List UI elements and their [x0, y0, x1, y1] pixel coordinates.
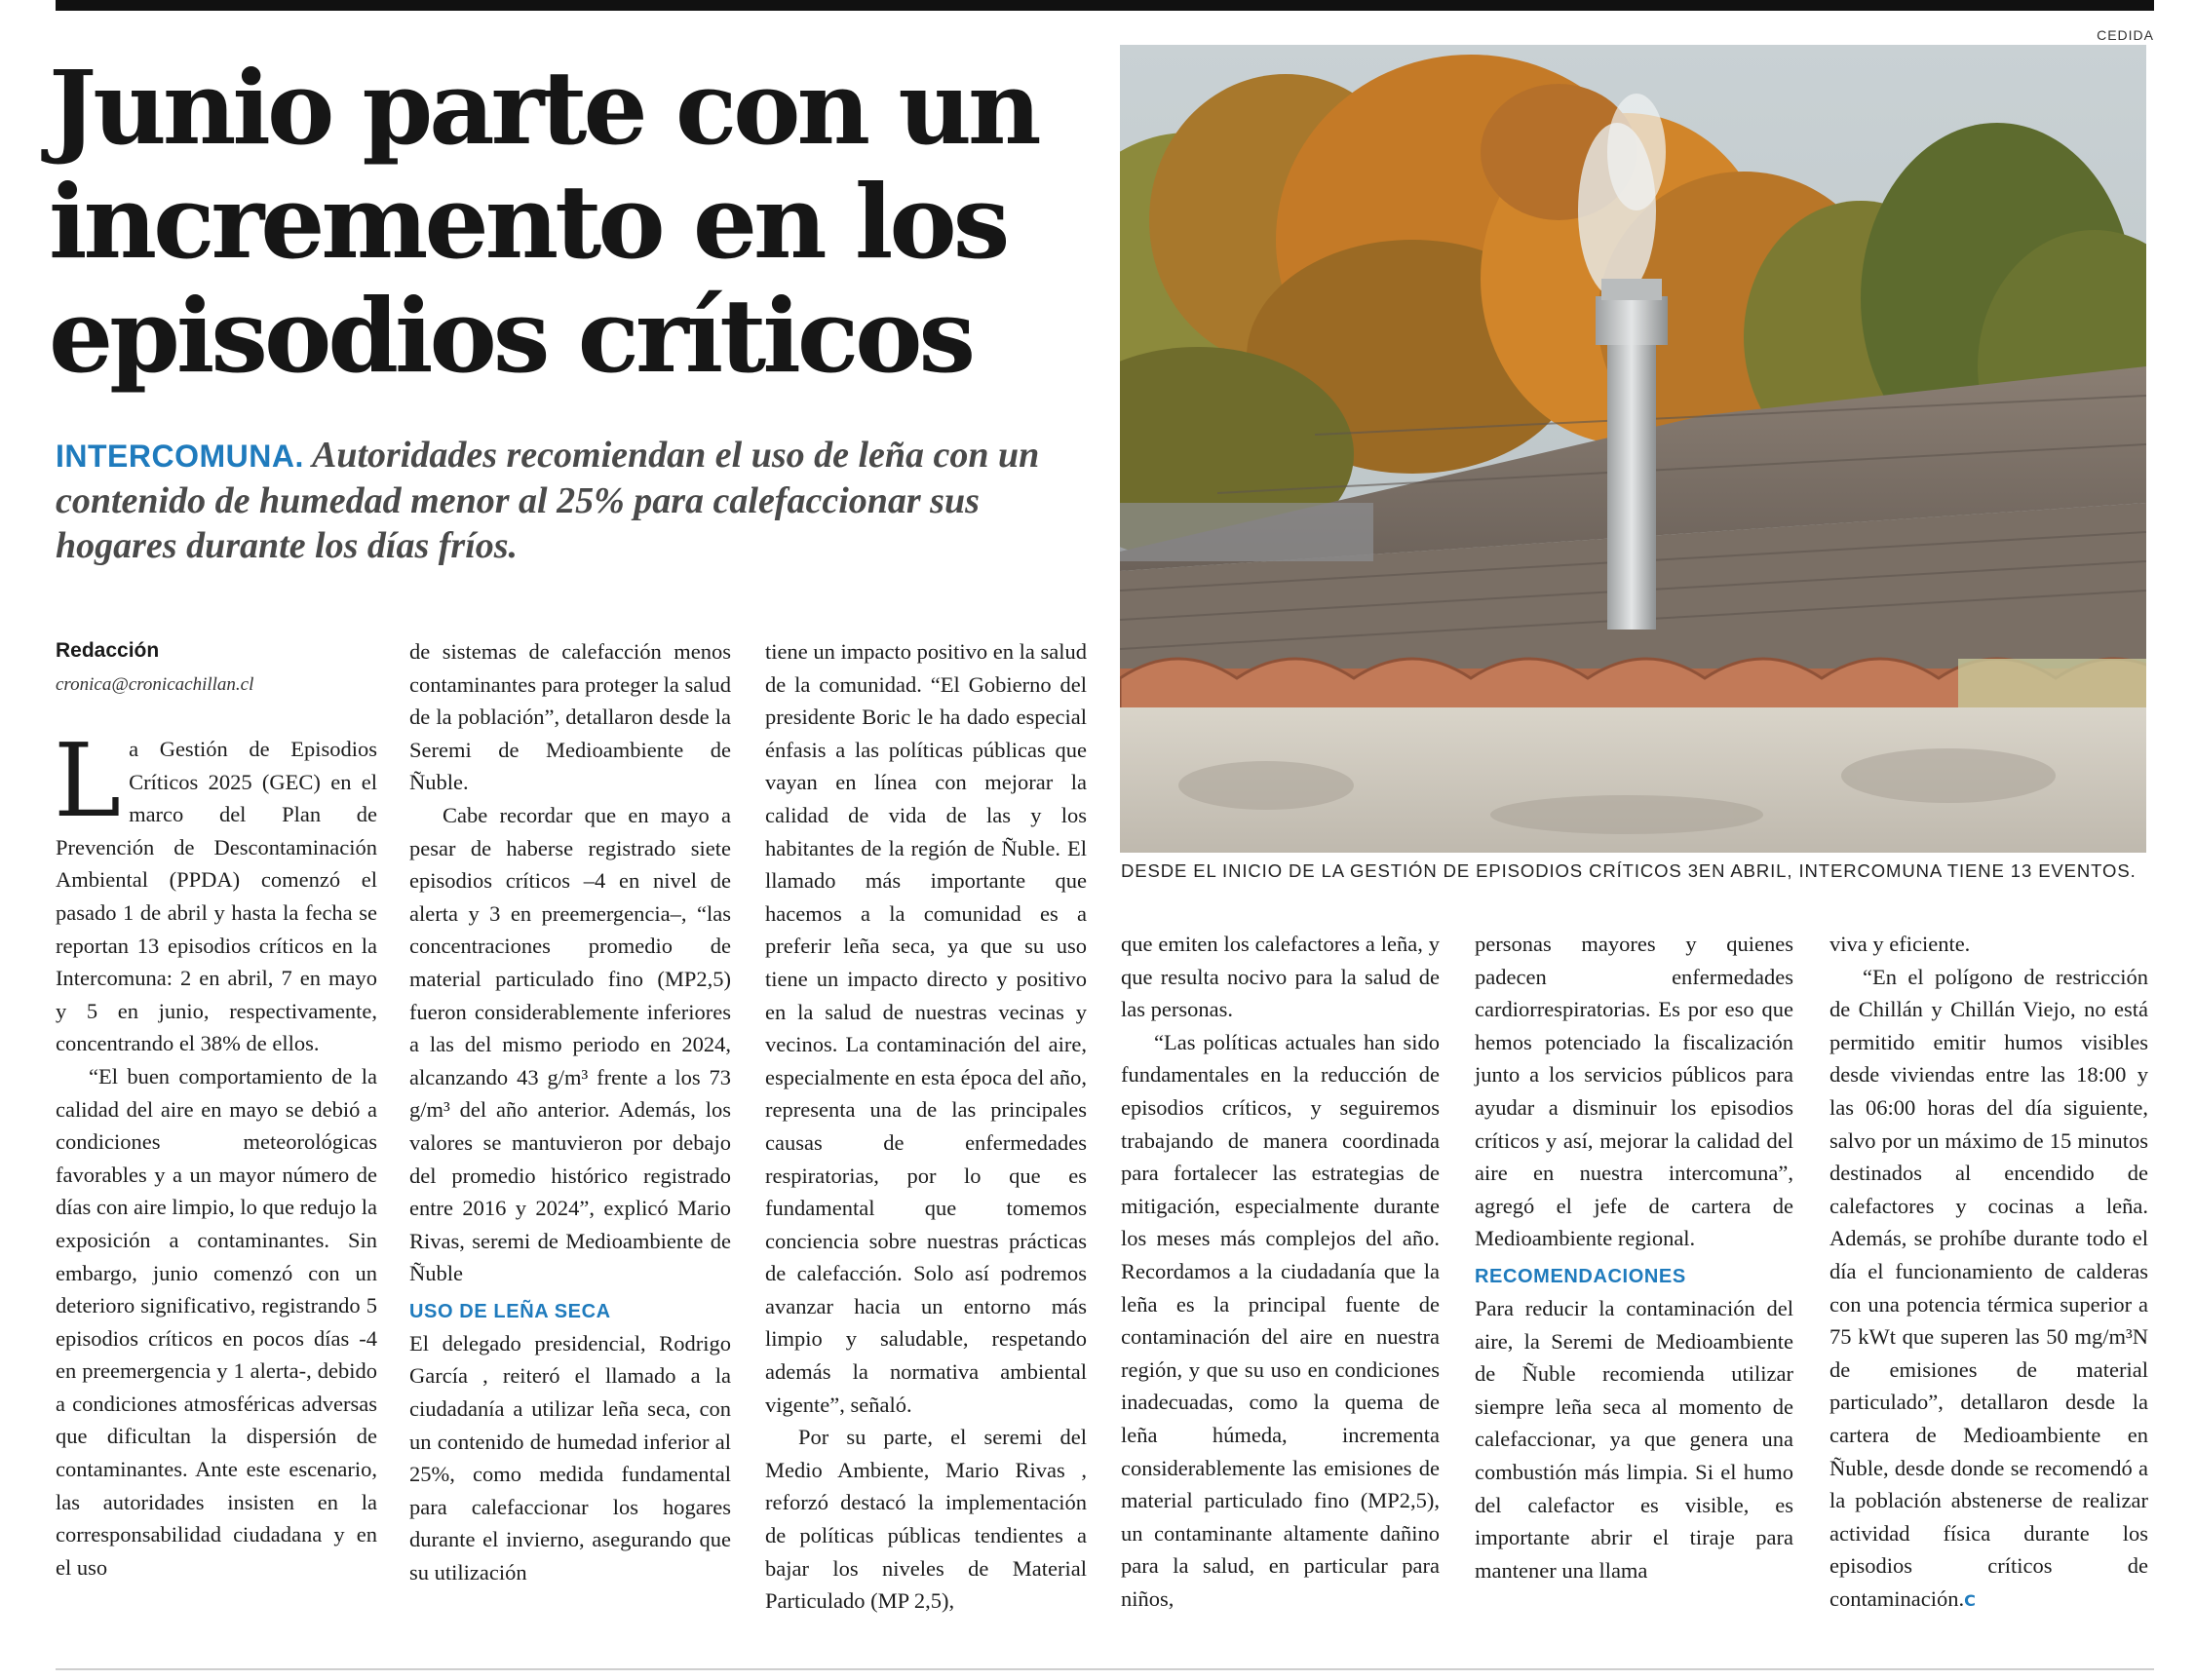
paragraph: “El buen comportamiento de la calidad del aire en mayo se debió a condiciones meteorológicas favorables y a un mayor número de días con aire limpio, lo que redujo la exposición a contaminantes. Sin embargo, junio comenzó con un deterioro significativo, registrando 5 episodios críticos en pocos días -4 en preemergencia y 1 alerta-, debido a condiciones atmosféricas adversas que dificultan la dispersión de contaminantes. Ante este escenario, las autoridades insisten en la corresponsabilidad ciudadana y en el uso	[56, 1063, 377, 1580]
column-3	[765, 635, 1087, 1618]
byline-name: Redacción	[56, 639, 160, 662]
paragraph-text: “En el polígono de restricción de Chillán y Chillán Viejo, no está permitido emitir humos visibles desde viviendas entre las 18:00 y las 06:00 horas del día siguiente, salvo por un máximo de 15 minutos destinados al encendido de calefactores y cocinas a leña. Además, se prohíbe durante todo el día el funcionamiento de calderas con una potencia térmica superior a 75 kWt que superen las 50 mg/m³N de emisiones de material particulado”, detallaron desde la cartera de Medioambiente en Ñuble, desde donde se recomendó a la población abstenerse de realizar actividad física durante los episodios críticos de contaminación.	[1829, 964, 2148, 1611]
byline-email: cronica@cronicachillan.cl	[56, 674, 254, 695]
paragraph: personas mayores y quienes padecen enfermedades cardiorrespiratorias. Es por eso que hemos potenciado la fiscalización junto a los servicios públicos para ayudar a disminuir los episodios críticos y así, mejorar la calidad del aire en nuestra intercomuna”, agregó el jefe de cartera de Medioambiente regional.	[1475, 932, 1793, 1251]
column-5	[1475, 928, 1793, 1586]
kicker: INTERCOMUNA.	[56, 439, 304, 474]
photo-caption: DESDE EL INICIO DE LA GESTIÓN DE EPISODIOS CRÍTICOS 3EN ABRIL, INTERCOMUNA TIENE 13 EVENTOS.	[1121, 860, 2137, 881]
paragraph: Para reducir la contaminación del aire, la Seremi de Medioambiente de Ñuble recomienda utilizar siempre leña seca al momento de calefaccionar, ya que genera una combustión más limpia. Si el humo del calefactor es visible, es importante abrir el tiraje para mantener una llama	[1475, 1295, 1793, 1583]
paragraph: Cabe recordar que en mayo a pesar de haberse registrado siete episodios críticos –4 en nivel de alerta y 3 en preemergencia–, “las concentraciones promedio de material particulado fino (MP2,5) fueron considerablemente inferiores a las del mismo periodo en 2024, alcanzando 43 g/m³ frente a los 73 g/m³ del año anterior. Además, los valores se mantuvieron por debajo del promedio histórico registrado entre 2016 y 2024”, explicó Mario Rivas, seremi de Medioambiente de Ñuble	[409, 802, 731, 1286]
paragraph-text: a Gestión de Episodios Críticos 2025 (GEC) en el marco del Plan de Prevención de Descontaminación Ambiental (PPDA) comenzó el pasado 1 de abril y hasta la fecha se reportan 13 episodios críticos en la Intercomuna: 2 en abril, 7 en mayo y 5 en junio, respectivamente, concentrando el 38% de ellos.	[56, 737, 377, 1056]
paragraph	[54, 721, 377, 1060]
paragraph: El delegado presidencial, Rodrigo García , reiteró el llamado a la ciudadanía a utilizar leña seca, con un contenido de humedad inferior al 25%, como medida fundamental para calefaccionar los hogares durante el invierno, asegurando que su utilización	[409, 1330, 731, 1585]
headline: Junio parte con un incremento en los episodios críticos	[49, 48, 1038, 396]
paragraph: “Las políticas actuales han sido fundamentales en la reducción de episodios críticos, y seguiremos trabajando de manera coordinada para fortalecer las estrategias de mitigación, especialmente durante los meses más complejos del año. Recordamos a la ciudadanía que la leña es la principal fuente de contaminación del aire en nuestra región, y que su uso en condiciones inadecuadas, como la quema de leña húmeda, incrementa considerablemente las emisiones de material particulado fino (MP2,5), un contaminante altamente dañino para la salud, en particular para niños,	[1121, 1029, 1440, 1611]
deck-text: Autoridades recomiendan el uso de leña con un contenido de humedad menor al 25% para calefaccionar sus hogares durante los días fríos.	[56, 435, 1040, 566]
end-mark-icon: C	[1964, 1590, 1976, 1610]
photo-credit: CEDIDA	[2097, 27, 2154, 43]
paragraph: tiene un impacto positivo en la salud de la comunidad. “El Gobierno del presidente Boric le ha dado especial énfasis a las políticas públicas que vayan en línea con mejorar la calidad de vida de las y los habitantes de la región de Ñuble. El llamado más importante que hacemos a la comunidad es a preferir leña seca, ya que su uso tiene un impacto directo y positivo en la salud de nuestras vecinas y vecinos. La contaminación del aire, especialmente en esta época del año, representa una de las principales causas de enfermedades respiratorias, por lo que es fundamental que tomemos conciencia sobre nuestras prácticas de calefacción. Solo así podremos avanzar hacia un entorno más limpio y saludable, respetando además la normativa ambiental vigente”, señaló.	[765, 639, 1087, 1417]
subheading-lena-seca: USO DE LEÑA SECA	[409, 1300, 611, 1322]
top-rule	[56, 0, 2154, 11]
paragraph: viva y eficiente.	[1829, 932, 1971, 956]
paragraph	[1829, 961, 2148, 1618]
photo-chimney-rooftop-icon	[1120, 45, 2146, 853]
paragraph: de sistemas de calefacción menos contaminantes para proteger la salud de la población”, detallaron desde la Seremi de Medioambiente de Ñuble.	[409, 639, 731, 795]
subheading-recomendaciones: RECOMENDACIONES	[1475, 1265, 1686, 1287]
bottom-rule	[56, 1668, 2154, 1670]
column-1	[54, 721, 377, 1584]
column-6	[1829, 928, 2148, 1617]
paragraph: Por su parte, el seremi del Medio Ambiente, Mario Rivas , reforzó destacó la implementación de políticas públicas tendientes a bajar los niveles de Material Particulado (MP 2,5),	[765, 1425, 1087, 1614]
byline	[56, 639, 377, 696]
article-photo	[1120, 45, 2146, 853]
column-4	[1121, 928, 1440, 1615]
paragraph: que emiten los calefactores a leña, y que resulta nocivo para la salud de las personas.	[1121, 932, 1440, 1022]
dropcap: L	[54, 721, 122, 840]
deck	[56, 433, 1108, 568]
column-2	[409, 635, 731, 1589]
